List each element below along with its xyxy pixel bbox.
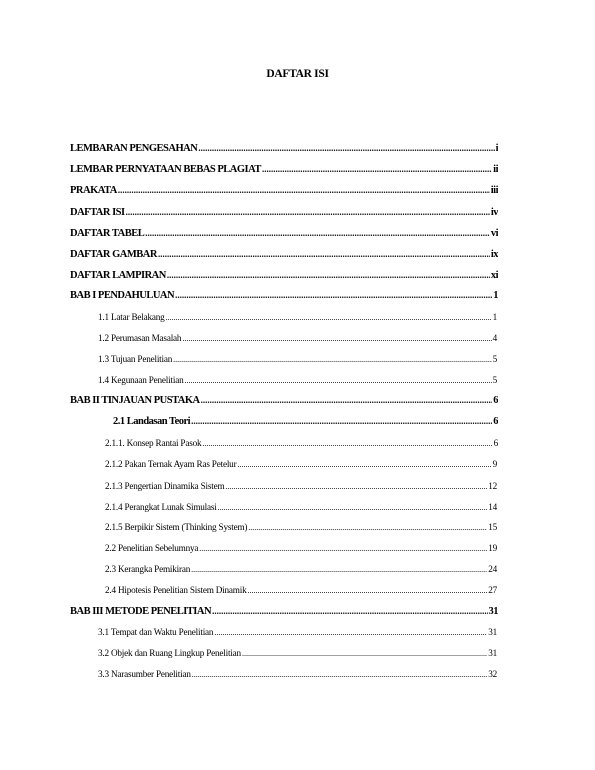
toc-entry-page: 4 — [492, 333, 497, 343]
toc-entry — [98, 373, 497, 387]
toc-entry-label: 3.3 Narasumber Penelitian — [98, 669, 191, 679]
toc-entry — [105, 520, 497, 534]
toc-entry — [98, 625, 497, 639]
toc-entry — [105, 500, 497, 514]
toc-entry-label: 1.1 Latar Belakang — [98, 312, 165, 322]
dot-leader — [225, 480, 487, 493]
dot-leader — [237, 458, 491, 471]
toc-entry — [105, 457, 497, 471]
dot-leader — [182, 332, 491, 345]
toc-entry — [105, 541, 497, 555]
toc-entry-page: 6 — [493, 416, 498, 427]
toc-entry — [98, 667, 497, 681]
dot-leader — [118, 183, 490, 197]
toc-entry-label: PRAKATA — [70, 185, 117, 196]
toc-entry-label: 2.3 Kerangka Pemikiran — [105, 564, 191, 574]
toc-entry-label: 2.2 Penelitian Sebelumnya — [105, 543, 199, 553]
dot-leader — [126, 205, 490, 219]
dot-leader — [218, 501, 488, 514]
toc-entry — [70, 393, 498, 407]
toc-entry — [105, 583, 497, 597]
toc-entry — [105, 479, 497, 493]
toc-entry — [98, 352, 497, 366]
toc-entry-page: vi — [490, 228, 498, 239]
toc-entry-page: 6 — [493, 395, 498, 406]
dot-leader — [167, 268, 490, 282]
toc-entry-page: 24 — [488, 564, 497, 574]
dot-leader — [198, 141, 494, 155]
toc-entry — [98, 310, 497, 324]
page-title: DAFTAR ISI — [266, 68, 329, 80]
toc-entry-page: i — [495, 143, 498, 154]
dot-leader — [192, 668, 487, 681]
toc-entry — [70, 268, 498, 282]
toc-entry-page: xi — [490, 270, 498, 281]
toc-entry-page: 1 — [493, 290, 498, 301]
dot-leader — [214, 626, 487, 639]
dot-leader — [248, 584, 488, 597]
toc-entry-page: 31 — [488, 627, 497, 637]
toc-entry-page: 31 — [488, 606, 498, 617]
toc-entry — [70, 288, 498, 302]
dot-leader — [173, 353, 491, 366]
dot-leader — [175, 288, 492, 302]
toc-entry-page: 31 — [488, 648, 497, 658]
dot-leader — [199, 542, 487, 555]
toc-entry-label: LEMBAR PERNYATAAN BEBAS PLAGIAT — [70, 164, 261, 175]
dot-leader — [242, 647, 487, 660]
dot-leader — [202, 437, 492, 450]
dot-leader — [145, 226, 490, 240]
toc-entry-label: 1.3 Tujuan Penelitian — [98, 354, 173, 364]
toc-entry-page: ix — [490, 249, 498, 260]
toc-entry-label: BAB I PENDAHULUAN — [70, 290, 175, 301]
dot-leader — [191, 563, 487, 576]
toc-entry-page: 27 — [488, 585, 497, 595]
toc-entry-label: 2.1.1. Konsep Rantai Pasok — [105, 438, 202, 448]
toc-entry-label: 2.1.3 Pengertian Dinamika Sistem — [105, 481, 225, 491]
toc-entry-label: 2.1 Landasan Teori — [113, 416, 191, 427]
toc-entry — [98, 331, 497, 345]
toc-entry-label: 2.4 Hipotesis Penelitian Sistem Dinamik — [105, 585, 247, 595]
toc-entry — [98, 646, 497, 660]
dot-leader — [184, 374, 491, 387]
toc-entry-label: DAFTAR GAMBAR — [70, 249, 157, 260]
toc-entry — [70, 162, 498, 176]
toc-entry-page: ii — [493, 164, 498, 175]
toc-entry — [70, 183, 498, 197]
toc-entry — [105, 436, 498, 450]
toc-entry-label: 2.1.4 Perangkat Lunak Simulasi — [105, 502, 217, 512]
dot-leader — [191, 414, 492, 428]
toc-entry-label: LEMBARAN PENGESAHAN — [70, 143, 198, 154]
toc-entry-page: 5 — [492, 354, 497, 364]
toc-entry-page: 19 — [488, 543, 497, 553]
toc-entry-label: BAB III METODE PENELITIAN — [70, 606, 212, 617]
toc-entry-page: 32 — [488, 669, 497, 679]
dot-leader — [166, 311, 492, 324]
toc-entry-page: 14 — [488, 502, 497, 512]
dot-leader — [262, 162, 492, 176]
toc-entry-label: 1.4 Kegunaan Penelitian — [98, 375, 184, 385]
toc-entry — [105, 562, 497, 576]
toc-entry-label: 3.1 Tempat dan Waktu Penelitian — [98, 627, 214, 637]
dot-leader — [212, 604, 487, 618]
toc-entry-label: DAFTAR TABEL — [70, 228, 145, 239]
toc-entry-page: 12 — [488, 481, 497, 491]
toc-entry-page: 1 — [492, 312, 497, 322]
toc-entry-page: 5 — [492, 375, 497, 385]
toc-entry-label: DAFTAR LAMPIRAN — [70, 270, 166, 281]
toc-entry-label: 3.2 Objek dan Ruang Lingkup Penelitian — [98, 648, 241, 658]
toc-entry — [70, 226, 498, 240]
toc-entry — [70, 247, 498, 261]
toc-entry-page: iii — [490, 185, 498, 196]
toc-entry-page: 9 — [492, 459, 497, 469]
toc-entry-label: 1.2 Perumasan Masalah — [98, 333, 182, 343]
toc-entry — [113, 414, 498, 428]
dot-leader — [158, 247, 490, 261]
dot-leader — [201, 393, 493, 407]
toc-entry-page: 15 — [488, 522, 497, 532]
toc-entry — [70, 205, 498, 219]
toc-entry-page: 6 — [493, 438, 498, 448]
toc-entry-label: BAB II TINJAUAN PUSTAKA — [70, 395, 200, 406]
toc-entry — [70, 604, 498, 618]
toc-entry-label: 2.1.2 Pakan Ternak Ayam Ras Petelur — [105, 459, 237, 469]
toc-entry-page: iv — [490, 207, 498, 218]
toc-entry-label: 2.1.5 Berpikir Sistem (Thinking System) — [105, 522, 248, 532]
toc-entry — [70, 141, 498, 155]
dot-leader — [248, 521, 487, 534]
toc-entry-label: DAFTAR ISI — [70, 207, 125, 218]
